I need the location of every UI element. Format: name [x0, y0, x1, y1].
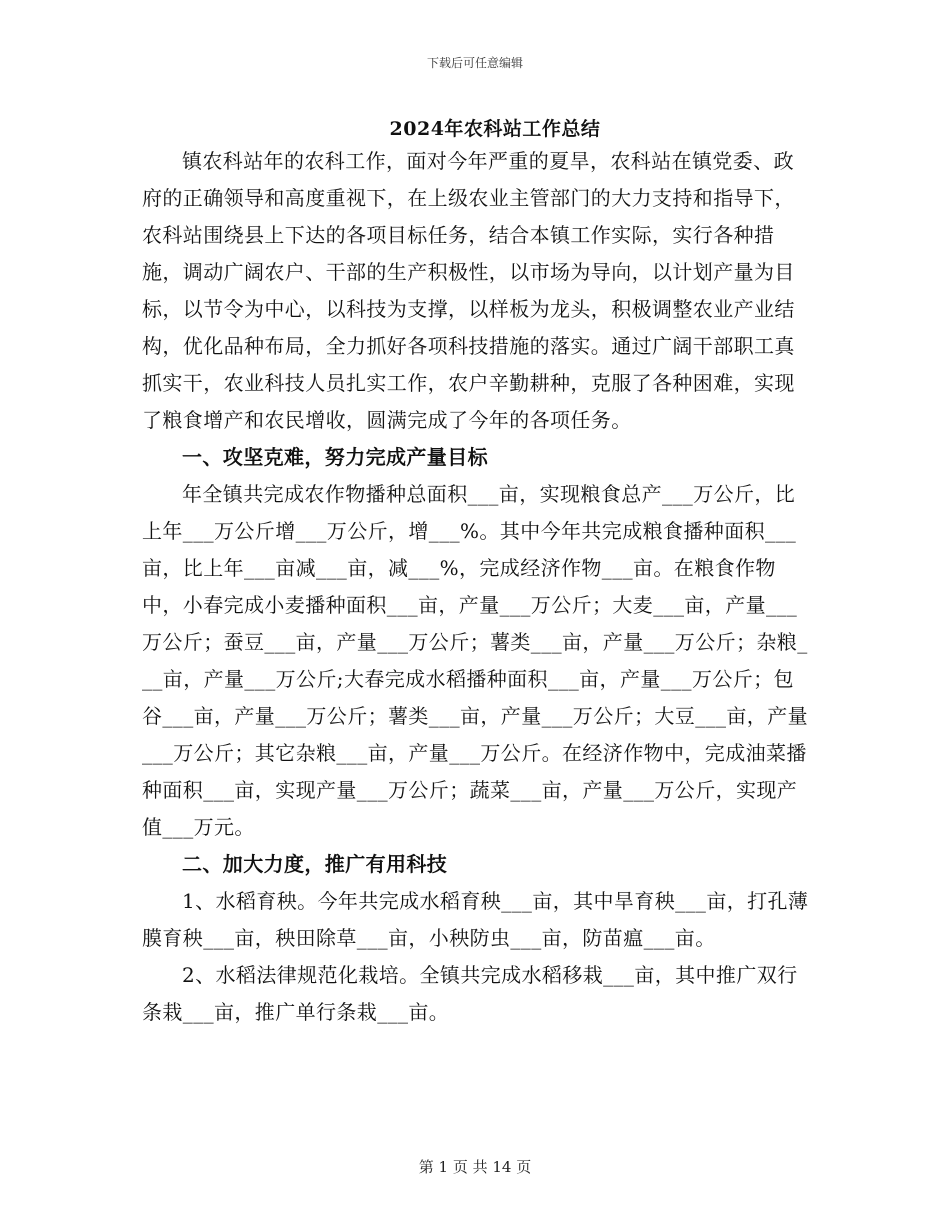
section-2-heading: 二、加大力度，推广有用科技: [182, 852, 448, 876]
page-footer: 第 1 页 共 14 页: [418, 1158, 532, 1176]
intro-paragraph: 镇农科站年的农科工作，面对今年严重的夏旱，农科站在镇党委、政府的正确领导和高度重视下，在上级农业主管部门的大力支持和指导下，农科站围绕县上下达的各项目标任务，结合本镇工作实际，实行各种措施，调动广阔农户、干部的生产积极性，以市场为导向，以计划产量为目标，以节令为中心，以科技为支撑，以样板为龙头，积极调整农业产业结构，优化品种布局，全力抓好各项科技措施的落实。通过广阔干部职工真抓实干，农业科技人员扎实工作，农户辛勤耕种，克服了各种困难，实现了粮食增产和农民增收，圆满完成了今年的各项任务。: [142, 149, 795, 432]
document-body: [142, 143, 814, 1031]
section-2-item-1: 1、水稻育秧。今年共完成水稻育秧___亩，其中旱育秧___亩，打孔薄膜育秧___亩，秧田除草___亩，小秧防虫___亩，防苗瘟___亩。: [142, 889, 809, 950]
section-1-heading: 一、攻坚克难，努力完成产量目标: [182, 445, 488, 469]
section-2-item-2: 2、水稻法律规范化栽培。全镇共完成水稻移栽___亩，其中推广双行条栽___亩，推广单行条栽___亩。: [142, 963, 798, 1024]
header-note: 下载后可任意编辑: [426, 56, 523, 70]
document-title: 2024年农科站工作总结: [389, 118, 601, 140]
section-1-paragraph: 年全镇共完成农作物播种总面积___亩，实现粮食总产___万公斤，比上年___万公斤增___万公斤，增___%。其中今年共完成粮食播种面积___亩，比上年___亩减___亩，减___%，完成经济作物___亩。在粮食作物中，小春完成小麦播种面积___亩，产量___万公斤；大麦___亩，产量___万公斤；蚕豆___亩，产量___万公斤；薯类___亩，产量___万公斤；杂粮___亩，产量___万公斤;大春完成水稻播种面积___亩，产量___万公斤；包谷___亩，产量___万公斤；薯类___亩，产量___万公斤；大豆___亩，产量___万公斤；其它杂粮___亩，产量___万公斤。在经济作物中，完成油菜播种面积___亩，实现产量___万公斤；蔬菜___亩，产量___万公斤，实现产值___万元。: [142, 482, 808, 839]
